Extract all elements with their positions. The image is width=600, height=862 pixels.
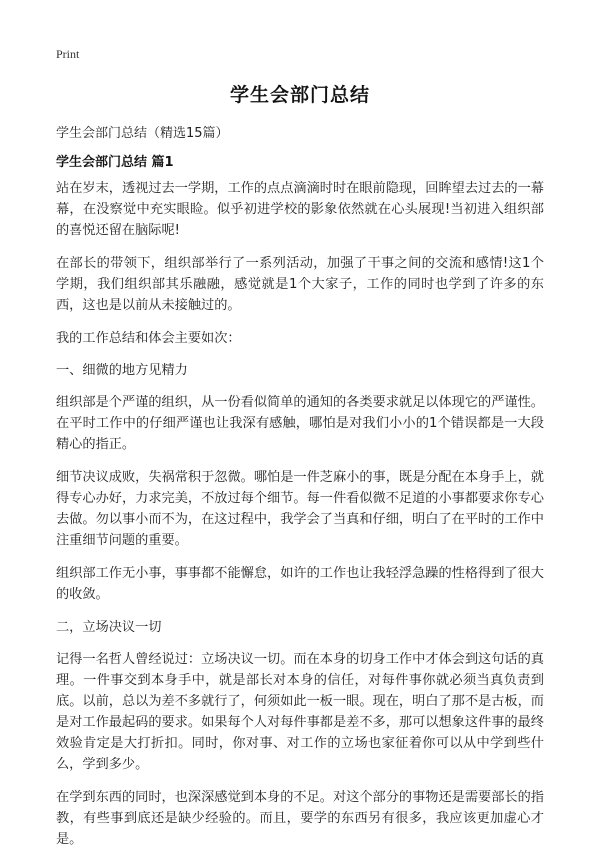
subsection-heading: 二，立场决议一切 — [56, 620, 162, 635]
document-subtitle: 学生会部门总结（精选15篇） — [56, 126, 229, 141]
document-title: 学生会部门总结 — [229, 84, 370, 106]
paragraph: 在部长的带领下，组织部举行了一系列活动，加强了干事之间的交流和感情!这1个学期，我们组织部其乐融融，感觉就是1个大家子，工作的同时也学到了许多的东西，这也是以前从未接触过的。 — [56, 256, 544, 313]
subsection-heading: 一、细微的地方见精力 — [56, 363, 188, 378]
section-heading: 学生会部门总结 篇1 — [56, 155, 174, 170]
document-body — [56, 178, 544, 862]
paragraph: 在学到东西的同时，也深深感觉到本身的不足。对这个部分的事物还是需要部长的指教，有些事到底还是缺少经验的。而且，要学的东西另有很多，我应该更加虚心才是。 — [56, 790, 544, 847]
paragraph: 我的工作总结和体会主要如次： — [56, 331, 241, 346]
print-link[interactable]: Print — [56, 47, 80, 61]
paragraph: 细节决议成败，失祸常积于忽微。哪怕是一件芝麻小的事，既是分配在本身手上，就得专心办好，力求完美，不放过每个细节。每一件看似微不足道的小事都要求你专心去做。勿以事小而不为，在这过程中，我学会了当真和仔细，明白了在平时的工作中注重细节问题的重要。 — [56, 470, 544, 548]
paragraph: 组织部是个严谨的组织，从一份看似简单的通知的各类要求就足以体现它的严谨性。在平时工作中的仔细严谨也让我深有感触，哪怕是对我们小小的1个错误都是一大段精心的指正。 — [56, 395, 544, 452]
paragraph: 组织部工作无小事，事事都不能懈怠，如许的工作也让我轻浮急躁的性格得到了很大的收敛。 — [56, 566, 544, 602]
paragraph: 记得一名哲人曾经说过：立场决议一切。而在本身的切身工作中才体会到这句话的真理。一件事交到本身手中，就是部长对本身的信任，对每件事你就必须当真负责到底。以前，总以为差不多就行了，何须如此一板一眼。现在，明白了那不是古板，而是对工作最起码的要求。如果每个人对每件事都是差不多，那可以想象这件事的最终效验肯定是大打折扣。同时，你对事、对工作的立场也家征着你可以从中学到些什么，学到多少。 — [56, 652, 544, 772]
paragraph: 站在岁末，透视过去一学期，工作的点点滴滴时时在眼前隐现，回眸望去过去的一幕幕，在没察觉中充实眼睑。似乎初进学校的影象依然就在心头展现!当初进入组织部的喜悦还留在脑际呢! — [56, 181, 544, 238]
